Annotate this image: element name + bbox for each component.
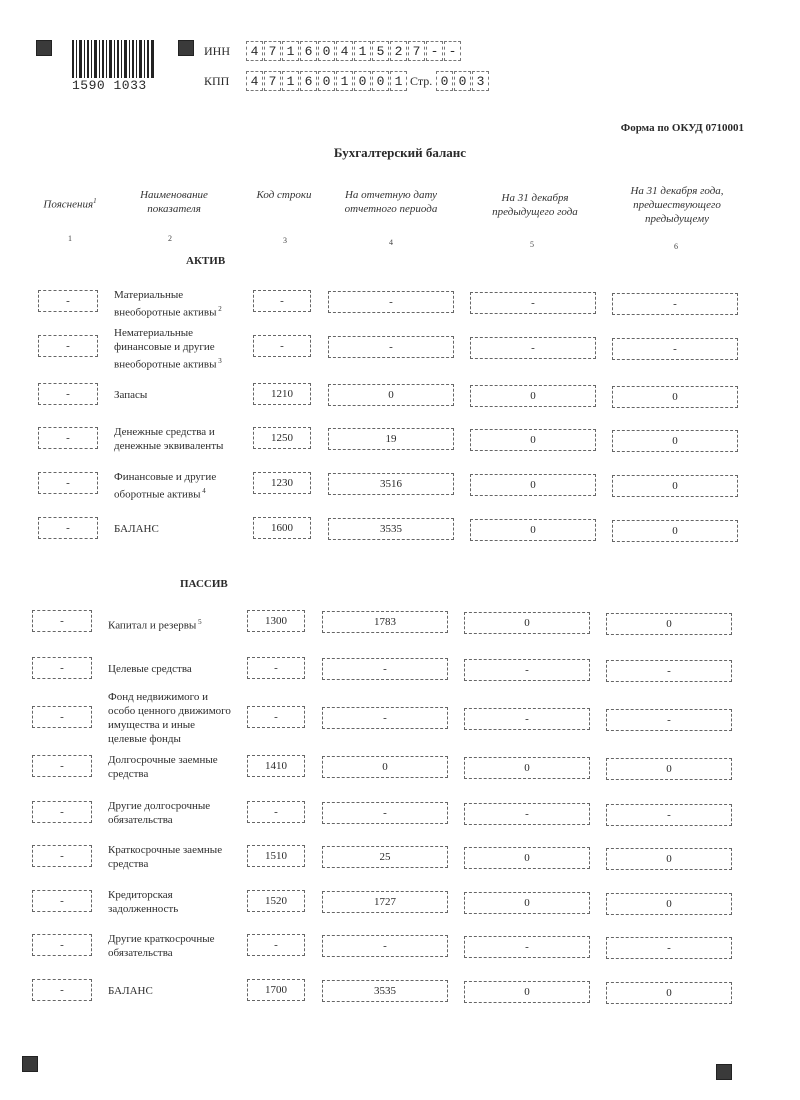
form-code: Форма по ОКУД 0710001 xyxy=(620,122,744,134)
asset-row-prev2-cell: - xyxy=(612,338,738,360)
liability-row-prev2-cell: 0 xyxy=(606,758,732,780)
asset-row-note-cell: - xyxy=(38,290,98,312)
kpp-digit: 7 xyxy=(264,71,281,91)
asset-row-prev2-cell: - xyxy=(612,293,738,315)
liability-row-name: Фонд недвижимого и особо ценного движимого имущества и иные целевые фонды xyxy=(108,691,231,745)
inn-digit: 6 xyxy=(300,41,317,61)
liability-row-note-cell: - xyxy=(32,979,92,1001)
asset-row-current-cell: 19 xyxy=(328,428,454,450)
inn-digit: 1 xyxy=(354,41,371,61)
liability-row-note-cell: - xyxy=(32,845,92,867)
liability-row-name: Другие краткосрочные обязательства xyxy=(108,933,215,959)
liability-row-code-cell: 1300 xyxy=(247,610,305,632)
page-title: Бухгалтерский баланс xyxy=(333,145,467,160)
asset-row-current-cell: 3535 xyxy=(328,518,454,540)
inn-cells xyxy=(246,41,462,61)
liability-row-code-cell: 1700 xyxy=(247,979,305,1001)
kpp-label: КПП xyxy=(204,74,230,88)
liability-row-code-cell: 1410 xyxy=(247,755,305,777)
asset-row-current-cell: - xyxy=(328,336,454,358)
kpp-digit: 0 xyxy=(354,71,371,91)
liability-row-note-cell: - xyxy=(32,801,92,823)
page-cells xyxy=(436,71,490,91)
col-header-code: Код строки xyxy=(256,189,312,201)
liability-row-prev2-cell: 0 xyxy=(606,848,732,870)
registration-marker-top-mid xyxy=(178,40,194,56)
col-number-3: 3 xyxy=(283,236,287,245)
inn-digit: 1 xyxy=(282,41,299,61)
asset-row-code-cell: 1210 xyxy=(253,383,311,405)
asset-row-code-cell: 1230 xyxy=(253,472,311,494)
liability-row-prev2-cell: 0 xyxy=(606,613,732,635)
liability-row-current-cell: 0 xyxy=(322,756,448,778)
kpp-digit: 0 xyxy=(318,71,335,91)
liability-row-code-cell: - xyxy=(247,657,305,679)
kpp-digit: 1 xyxy=(336,71,353,91)
col-header-notes xyxy=(30,194,110,212)
asset-row-prev-cell: 0 xyxy=(470,519,596,541)
liability-row-name: БАЛАНС xyxy=(108,985,153,997)
asset-row-code-cell: - xyxy=(253,335,311,357)
asset-row-code-cell: - xyxy=(253,290,311,312)
assets-heading: АКТИВ xyxy=(186,255,226,267)
registration-marker-bottom-right xyxy=(716,1064,732,1080)
inn-digit: 4 xyxy=(336,41,353,61)
asset-row-code-cell: 1250 xyxy=(253,427,311,449)
col-header-notes-text: Пояснения xyxy=(43,198,94,211)
kpp-digit: 0 xyxy=(372,71,389,91)
liability-row-note-cell: - xyxy=(32,706,92,728)
liability-row-prev2-cell: - xyxy=(606,709,732,731)
asset-row-prev-cell: 0 xyxy=(470,385,596,407)
inn-digit: 0 xyxy=(318,41,335,61)
liability-row-current-cell: - xyxy=(322,935,448,957)
asset-row-name: Материальные внеоборотные активы $^2$ xyxy=(114,289,222,319)
asset-row-current-cell: 0 xyxy=(328,384,454,406)
col-number-4: 4 xyxy=(389,238,393,247)
liability-row-current-cell: - xyxy=(322,802,448,824)
asset-row-note-cell: - xyxy=(38,427,98,449)
liability-row-current-cell: 25 xyxy=(322,846,448,868)
liability-row-prev2-cell: 0 xyxy=(606,893,732,915)
asset-row-prev2-cell: 0 xyxy=(612,386,738,408)
asset-row-note-cell: - xyxy=(38,517,98,539)
asset-row-prev-cell: 0 xyxy=(470,474,596,496)
liability-row-name: Кредиторская задолженность xyxy=(108,889,179,915)
registration-marker-top-left xyxy=(36,40,52,56)
liability-row-current-cell: 1783 xyxy=(322,611,448,633)
liability-row-code-cell: - xyxy=(247,706,305,728)
inn-digit: - xyxy=(444,41,461,61)
col-number-1: 1 xyxy=(68,234,72,243)
col-number-6: 6 xyxy=(674,242,678,251)
asset-row-note-cell: - xyxy=(38,383,98,405)
liability-row-prev2-cell: - xyxy=(606,937,732,959)
asset-row-note-cell: - xyxy=(38,472,98,494)
inn-label: ИНН xyxy=(204,44,230,58)
liability-row-name: Краткосрочные заемные средства xyxy=(108,844,223,870)
liability-row-note-cell: - xyxy=(32,657,92,679)
liability-row-prev-cell: 0 xyxy=(464,757,590,779)
page-digit: 3 xyxy=(472,71,489,91)
liabilities-heading: ПАССИВ xyxy=(180,578,228,590)
asset-row-prev2-cell: 0 xyxy=(612,430,738,452)
page-digit: 0 xyxy=(454,71,471,91)
asset-row-prev2-cell: 0 xyxy=(612,475,738,497)
inn-digit: 2 xyxy=(390,41,407,61)
col-header-notes-sup: 1 xyxy=(93,197,97,205)
asset-row-note-cell: - xyxy=(38,335,98,357)
liability-row-prev-cell: - xyxy=(464,708,590,730)
inn-digit: 5 xyxy=(372,41,389,61)
col-header-name: Наименование показателя xyxy=(140,189,208,215)
asset-row-prev-cell: - xyxy=(470,337,596,359)
liability-row-code-cell: - xyxy=(247,801,305,823)
liability-row-current-cell: 3535 xyxy=(322,980,448,1002)
asset-row-current-cell: 3516 xyxy=(328,473,454,495)
kpp-cells xyxy=(246,71,408,91)
liability-row-note-cell: - xyxy=(32,610,92,632)
liability-row-prev2-cell: 0 xyxy=(606,982,732,1004)
asset-row-name: БАЛАНС xyxy=(114,523,159,535)
kpp-digit: 4 xyxy=(246,71,263,91)
asset-row-prev2-cell: 0 xyxy=(612,520,738,542)
liability-row-code-cell: 1510 xyxy=(247,845,305,867)
col-header-prev2: На 31 декабря года, предшествующего предыдущему xyxy=(630,185,724,225)
liability-row-prev2-cell: - xyxy=(606,804,732,826)
inn-digit: 7 xyxy=(408,41,425,61)
liability-row-note-cell: - xyxy=(32,934,92,956)
inn-digit: - xyxy=(426,41,443,61)
liability-row-code-cell: - xyxy=(247,934,305,956)
liability-row-prev-cell: - xyxy=(464,936,590,958)
col-number-2: 2 xyxy=(168,234,172,243)
inn-digit: 7 xyxy=(264,41,281,61)
asset-row-code-cell: 1600 xyxy=(253,517,311,539)
liability-row-current-cell: - xyxy=(322,707,448,729)
kpp-digit: 1 xyxy=(282,71,299,91)
liability-row-prev-cell: 0 xyxy=(464,981,590,1003)
liability-row-name: Капитал и резервы $^5$ xyxy=(108,618,202,632)
asset-row-name: Запасы xyxy=(114,389,148,401)
liability-row-prev-cell: - xyxy=(464,803,590,825)
liability-row-note-cell: - xyxy=(32,755,92,777)
liability-row-name: Целевые средства xyxy=(108,663,192,675)
liability-row-code-cell: 1520 xyxy=(247,890,305,912)
asset-row-name-footnote: 2 xyxy=(216,305,222,313)
asset-row-prev-cell: 0 xyxy=(470,429,596,451)
asset-row-name-footnote: 4 xyxy=(200,487,206,495)
registration-marker-bottom-left xyxy=(22,1056,38,1072)
kpp-digit: 1 xyxy=(390,71,407,91)
asset-row-name-footnote: 3 xyxy=(216,357,222,365)
asset-row-name: Финансовые и другие оборотные активы $^4$ xyxy=(114,471,217,501)
liability-row-prev-cell: 0 xyxy=(464,612,590,634)
liability-row-note-cell: - xyxy=(32,890,92,912)
liability-row-prev2-cell: - xyxy=(606,660,732,682)
asset-row-name: Денежные средства и денежные эквиваленты xyxy=(114,426,224,452)
inn-digit: 4 xyxy=(246,41,263,61)
liability-row-name: Долгосрочные заемные средства xyxy=(108,754,218,780)
liability-row-current-cell: - xyxy=(322,658,448,680)
barcode-number: 1590 1033 xyxy=(72,78,156,93)
col-number-5: 5 xyxy=(530,240,534,249)
page-digit: 0 xyxy=(436,71,453,91)
asset-row-current-cell: - xyxy=(328,291,454,313)
col-header-prev: На 31 декабря предыдущего года xyxy=(492,192,578,218)
liability-row-prev-cell: - xyxy=(464,659,590,681)
col-header-current: На отчетную дату отчетного периода xyxy=(344,189,438,215)
asset-row-prev-cell: - xyxy=(470,292,596,314)
liability-row-current-cell: 1727 xyxy=(322,891,448,913)
liability-row-name-footnote: 5 xyxy=(196,618,202,626)
kpp-digit: 6 xyxy=(300,71,317,91)
page-label: Стр. xyxy=(410,74,433,88)
liability-row-prev-cell: 0 xyxy=(464,847,590,869)
asset-row-name: Нематериальные финансовые и другие внеоборотные активы $^3$ xyxy=(114,327,222,371)
liability-row-name: Другие долгосрочные обязательства xyxy=(108,800,211,826)
liability-row-prev-cell: 0 xyxy=(464,892,590,914)
